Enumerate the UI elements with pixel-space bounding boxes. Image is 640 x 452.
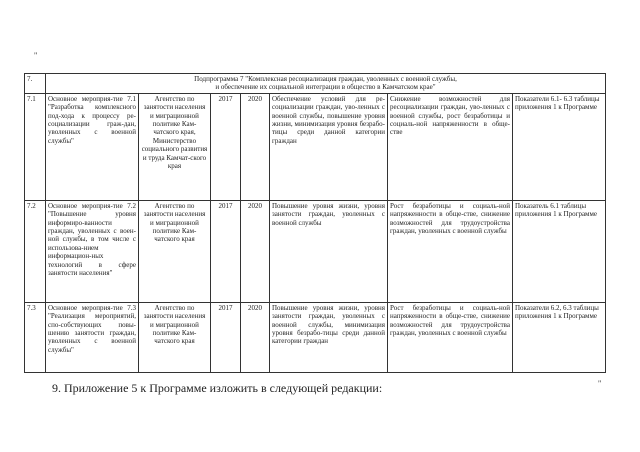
table-row: [25, 302, 606, 372]
executor-cell: Агентство по занятости населения и миграционной политике Кам-чатского края: [139, 302, 211, 372]
event-cell: Основное мероприя-тие 7.3 "Реализация мероприятий, спо-собствующих повы-шению занятости граждан, уволенных с военной службы": [46, 302, 139, 372]
quote-mark-bottom: ": [598, 379, 602, 388]
subprogram-header-row: [25, 74, 606, 94]
indicators-cell: Показатели 6.2, 6.3 таблицы приложения 1 к Программе: [513, 302, 606, 372]
indicators-cell: Показатели 6.1- 6.3 таблицы приложения 1 к Программе: [513, 93, 606, 200]
indicators-cell: Показатель 6.1 таблицы приложения 1 к Программе: [513, 200, 606, 302]
end-year-cell: 2020: [241, 302, 270, 372]
executor-cell: Агентство по занятости населения и миграционной политике Кам-чатского края, Министерство социального развития и труда Камчат-ского края: [139, 93, 211, 200]
result-cell: Повышение уровня жизни, уровня занятости граждан, уволенных с военной службы, минимизация уровня безрабо-тицы среди данной категории граждан: [270, 302, 388, 372]
row-number: 7.2: [25, 200, 46, 302]
start-year-cell: 2017: [211, 302, 241, 372]
consequence-cell: Рост безработицы и социаль-ной напряженности в обще-стве, снижение возможностей для трудоустройства граждан, уволенных с военной службы: [388, 302, 513, 372]
end-year-cell: 2020: [241, 93, 270, 200]
result-cell: Обеспечение условий для ре-социализации граждан, уво-ленных с военной службы, повышение уровня жизни, минимизация уровня безрабо-тицы среди данной категории граждан: [270, 93, 388, 200]
subprogram-number: 7.: [25, 74, 46, 94]
amendment-paragraph: 9. Приложение 5 к Программе изложить в следующей редакции:: [52, 381, 383, 395]
consequence-cell: Снижение возможностей для ресоциализации граждан, уво-ленных с военной службы, рост безработицы и социаль-ной напряженности в обще-стве: [388, 93, 513, 200]
consequence-cell: Рост безработицы и социаль-ной напряженности в обще-стве, снижение возможностей для трудоустройства граждан, уволенных с военной службы: [388, 200, 513, 302]
end-year-cell: 2020: [241, 200, 270, 302]
subprogram-title-line1: Подпрограмма 7 "Комплексная ресоциализация граждан, уволенных с военной службы,: [194, 75, 457, 83]
subprogram-title-line2: и обеспечение их социальной интеграции в общество в Камчатском крае": [215, 83, 436, 92]
program-table: [24, 73, 606, 373]
quote-mark-top: ": [34, 51, 38, 60]
start-year-cell: 2017: [211, 93, 241, 200]
row-number: 7.1: [25, 93, 46, 200]
subprogram-title: [46, 74, 606, 94]
event-cell: Основное мероприя-тие 7.1 "Разработка комплексного под-хода к процессу ре-социализации граж-дан, уволенных с военной службы": [46, 93, 139, 200]
executor-cell: Агентство по занятости населения и миграционной политике Кам-чатского края: [139, 200, 211, 302]
table-row: [25, 200, 606, 302]
start-year-cell: 2017: [211, 200, 241, 302]
table-row: [25, 93, 606, 200]
result-cell: Повышение уровня жизни, уровня занятости граждан, уволенных с военной службы: [270, 200, 388, 302]
event-cell: Основное мероприя-тие 7.2 "Повышение уровня информиро-ванности граждан, уволенных с воен-ной службы, в том числе с использова-нием информацион-ных технологий в сфере занятости населения": [46, 200, 139, 302]
row-number: 7.3: [25, 302, 46, 372]
